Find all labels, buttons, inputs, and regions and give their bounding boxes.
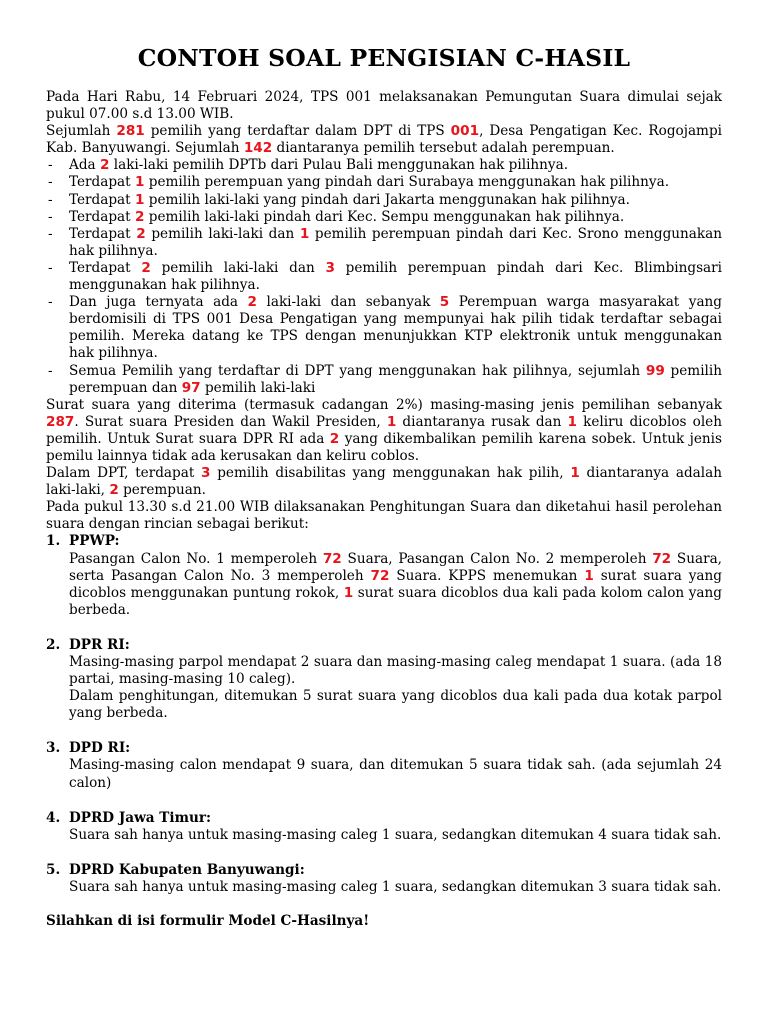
highlight-number: 1: [299, 225, 310, 242]
text-run: Terdapat: [69, 225, 137, 242]
section-ppwp: [46, 533, 722, 618]
text-run: Terdapat: [69, 259, 142, 276]
section-text: Suara sah hanya untuk masing-masing caleg 1 suara, sedangkan ditemukan 3 suara tidak sah.: [69, 878, 722, 895]
text-run: pemilih perempuan yang pindah dari Surabaya menggunakan hak pilihnya.: [144, 174, 670, 191]
highlight-number: 2: [247, 294, 257, 311]
text-run: diantaranya rusak dan: [396, 413, 568, 430]
highlight-number: 2: [329, 430, 340, 447]
highlight-number: 142: [243, 140, 273, 157]
highlight-number: 97: [181, 379, 201, 396]
text-run: laki-laki pemilih DPTb dari Pulau Bali menggunakan hak pilihnya.: [109, 157, 569, 174]
highlight-number: 1: [570, 465, 580, 482]
highlight-number: 99: [645, 362, 665, 379]
intro-paragraph-1: [46, 89, 722, 123]
section-title: DPRD Jawa Timur:: [69, 809, 212, 826]
highlight-number: 72: [370, 567, 390, 584]
text-run: laki-laki dan sebanyak: [257, 294, 440, 311]
text-run: pemilih laki-laki dan: [150, 259, 326, 276]
text-run: pemilih yang terdaftar dalam DPT di TPS: [144, 123, 451, 140]
text-run: Perempuan warga masyarakat yang berdomisili di TPS 001 Desa Pengatigan yang mempunyai hak pilih tidak terdaftar sebagai pemilih. Mereka datang ke TPS dengan menunjukkan KTP elektronik untuk menggunakan hak pilihnya.: [69, 294, 723, 362]
list-item: [46, 363, 722, 397]
text-run: Dalam DPT, terdapat: [46, 465, 202, 482]
highlight-number: 2: [134, 208, 145, 225]
document-body: [46, 89, 722, 930]
list-item: [46, 260, 722, 294]
ballot-paragraph: [46, 397, 722, 465]
text-run: Pasangan Calon No. 1 memperoleh: [69, 550, 323, 567]
section-number: 2.: [46, 636, 61, 653]
text-run: Surat suara yang diterima (termasuk cadangan 2%) masing-masing jenis pemilihan sebanyak: [46, 396, 722, 413]
highlight-number: 3: [201, 465, 211, 482]
text-run: Terdapat: [69, 191, 135, 208]
section-dpr-ri: [46, 637, 722, 722]
list-item: [46, 174, 722, 191]
list-item: [46, 157, 722, 174]
highlight-number: 1: [134, 174, 145, 191]
highlight-number: 001: [450, 123, 480, 140]
section-text: Suara sah hanya untuk masing-masing caleg 1 suara, sedangkan ditemukan 4 suara tidak sah.: [69, 826, 722, 843]
text-run: pemilih laki-laki dan: [145, 225, 300, 242]
section-text: [69, 551, 722, 619]
section-number: 5.: [46, 861, 61, 878]
spacer: [46, 619, 722, 637]
section-text: Dalam penghitungan, ditemukan 5 surat suara yang dicoblos dua kali pada dua kotak parpol yang berbeda.: [69, 688, 722, 722]
highlight-number: 1: [343, 584, 354, 601]
highlight-number: 3: [325, 259, 335, 276]
highlight-number: 1: [567, 413, 577, 430]
highlight-number: 5: [439, 294, 450, 311]
text-run: surat suara dicoblos dua kali pada kolom calon yang berbeda.: [69, 584, 722, 618]
text-run: , Desa Pengatigan Kec. Rogojampi Kab. Banyuwangi. Sejumlah: [46, 123, 722, 157]
section-title: DPD RI:: [69, 740, 131, 757]
counting-paragraph: [46, 499, 722, 533]
highlight-number: 2: [109, 482, 119, 499]
list-item: [46, 209, 722, 226]
section-text: Masing-masing calon mendapat 9 suara, dan ditemukan 5 suara tidak sah. (ada sejumlah 24 calon): [69, 757, 722, 791]
section-number: 1.: [46, 533, 61, 550]
section-text: Masing-masing parpol mendapat 2 suara dan masing-masing caleg mendapat 1 suara. (ada 18 partai, masing-masing 10 caleg).: [69, 654, 722, 688]
text-run: pemilih perempuan pindah dari Kec. Srono menggunakan hak pilihnya.: [69, 225, 722, 259]
highlight-number: 1: [134, 191, 145, 208]
intro-text: Pada Hari Rabu, 14 Februari 2024, TPS 001 melaksanakan Pemungutan Suara dimulai sejak pukul 07.00 s.d 13.00 WIB.: [46, 89, 722, 123]
text-run: Semua Pemilih yang terdaftar di DPT yang menggunakan hak pilihnya, sejumlah: [69, 362, 646, 379]
text-run: Suara, serta Pasangan Calon No. 3 memperoleh: [69, 550, 722, 584]
text-run: yang dikembalikan pemilih karena sobek. Untuk jenis pemilu lainnya tidak ada kerusakan dan keliru coblos.: [46, 430, 722, 464]
disability-paragraph: [46, 465, 722, 499]
text-run: . Surat suara Presiden dan Wakil Presiden,: [74, 413, 387, 430]
highlight-number: 287: [46, 413, 75, 430]
list-item: [46, 294, 722, 362]
highlight-number: 2: [99, 157, 110, 174]
highlight-number: 72: [652, 550, 672, 567]
page-title: CONTOH SOAL PENGISIAN C-HASIL: [137, 44, 631, 72]
list-item: [46, 192, 722, 209]
highlight-number: 281: [116, 123, 145, 140]
text-run: Dan juga ternyata ada: [69, 294, 248, 311]
text-run: Suara, Pasangan Calon No. 2 memperoleh: [341, 550, 653, 567]
closing-instruction: Silahkan di isi formulir Model C-Hasilnya!: [46, 913, 370, 930]
text-run: Sejumlah: [46, 123, 117, 140]
highlight-number: 2: [136, 225, 146, 242]
text-run: Terdapat: [69, 208, 135, 225]
section-title: DPRD Kabupaten Banyuwangi:: [69, 861, 305, 878]
section-title: PPWP:: [69, 533, 120, 550]
text-run: diantaranya pemilih tersebut adalah perempuan.: [272, 140, 615, 157]
text-run: pemilih perempuan pindah dari Kec. Blimbingsari menggunakan hak pilihnya.: [69, 259, 723, 294]
text-run: Pada pukul 13.30 s.d 21.00 WIB dilaksanakan Penghitungan Suara dan diketahui hasil perolehan suara dengan rincian sebagai berikut:: [46, 499, 722, 533]
section-dpd-ri: [46, 740, 722, 791]
highlight-number: 1: [584, 567, 594, 584]
text-run: diantaranya adalah laki-laki,: [46, 465, 722, 499]
section-title: DPR RI:: [69, 636, 130, 653]
text-run: pemilih laki-laki: [200, 379, 316, 396]
highlight-number: 1: [386, 413, 397, 430]
text-run: pemilih laki-laki pindah dari Kec. Sempu menggunakan hak pilihnya.: [144, 208, 625, 225]
list-item: [46, 226, 722, 260]
text-run: Ada: [69, 157, 100, 174]
intro-paragraph-2: [46, 123, 722, 157]
section-number: 3.: [46, 740, 61, 757]
text-run: pemilih disabilitas yang menggunakan hak pilih,: [210, 465, 571, 482]
text-run: keliru dicoblos oleh pemilih. Untuk Surat suara DPR RI ada: [46, 413, 722, 447]
highlight-number: 72: [322, 550, 342, 567]
section-number: 4.: [46, 809, 61, 826]
section-dprd-banyuwangi: [46, 862, 722, 896]
text-run: perempuan.: [118, 482, 206, 499]
spacer: [46, 792, 722, 810]
text-run: Terdapat: [69, 174, 135, 191]
spacer: [46, 844, 722, 862]
spacer: [46, 722, 722, 740]
highlight-number: 2: [141, 259, 151, 276]
text-run: surat suara yang dicoblos menggunakan puntung rokok,: [69, 567, 722, 601]
section-dprd-jatim: [46, 810, 722, 844]
text-run: pemilih perempuan dan: [69, 362, 722, 396]
text-run: Suara. KPPS menemukan: [389, 567, 585, 584]
text-run: pemilih laki-laki yang pindah dari Jakarta menggunakan hak pilihnya.: [144, 191, 630, 208]
